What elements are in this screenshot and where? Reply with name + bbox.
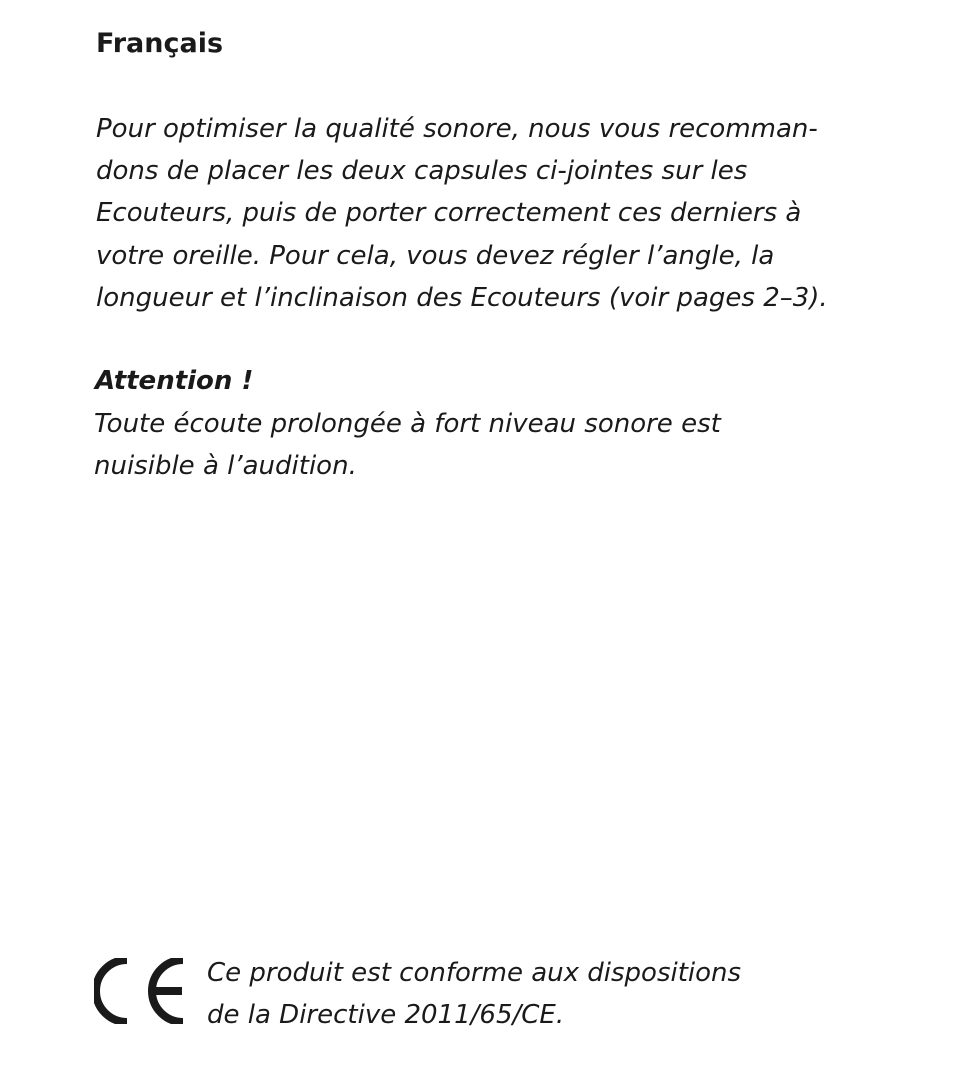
intro-line: dons de placer les deux capsules ci-jointes sur les <box>96 156 748 187</box>
attention-title: Attention ! <box>95 366 254 396</box>
intro-line: votre oreille. Pour cela, vous devez régler l’angle, la <box>96 240 775 271</box>
ce-text-line: de la Directive 2011/65/CE. <box>207 1000 565 1030</box>
intro-line: Pour optimiser la qualité sonore, nous vous recomman- <box>96 114 818 144</box>
ce-text-line: Ce produit est conforme aux dispositions <box>207 958 742 988</box>
warning-line: nuisible à l’audition. <box>94 451 357 481</box>
warning-paragraph <box>94 403 721 487</box>
ce-compliance-notice <box>94 952 854 1032</box>
intro-line: longueur et l’inclinaison des Ecouteurs (voir pages 2–3). <box>96 282 828 313</box>
intro-line: Ecouteurs, puis de porter correctement ces derniers à <box>96 198 802 229</box>
ce-mark-icon <box>94 958 186 1024</box>
ce-compliance-text <box>207 952 741 1036</box>
section-heading: Français <box>96 28 224 59</box>
warning-line: Toute écoute prolongée à fort niveau sonore est <box>94 409 721 439</box>
intro-paragraph <box>96 108 896 319</box>
